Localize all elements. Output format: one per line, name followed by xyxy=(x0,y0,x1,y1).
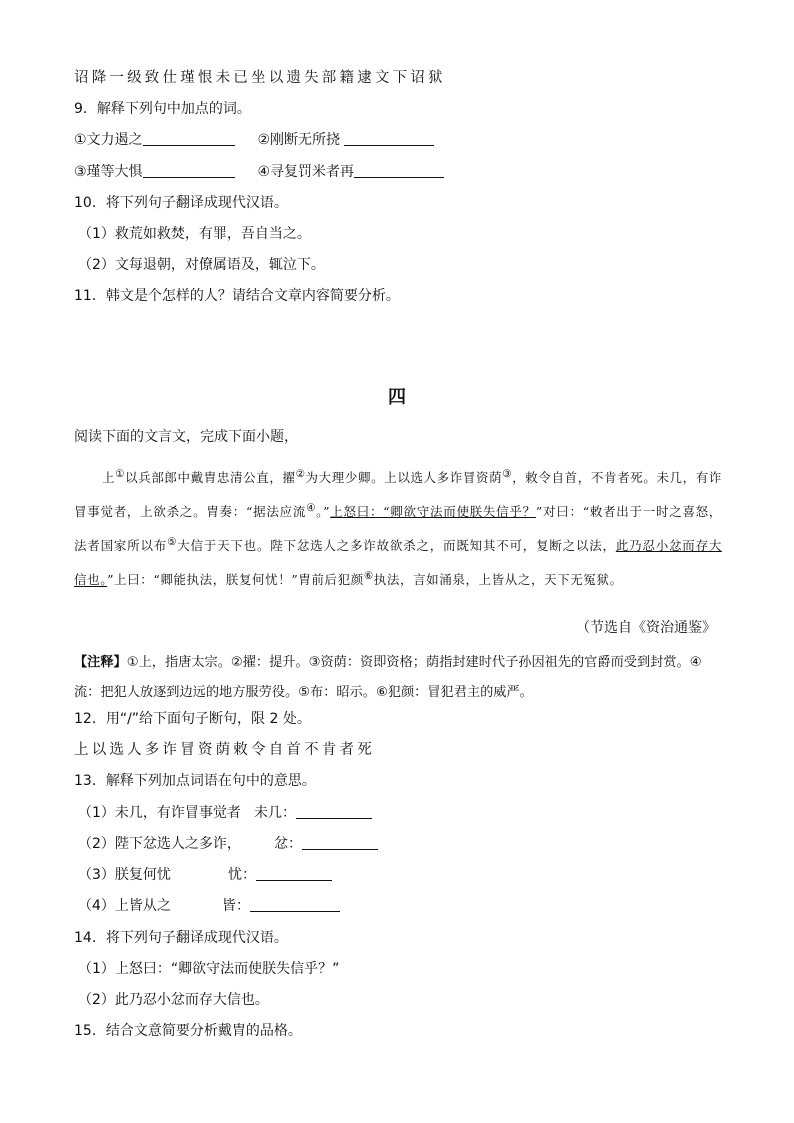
footnote-marker: ⑤ xyxy=(167,536,178,549)
q10-prompt: 10．将下列句子翻译成现代汉语。 xyxy=(74,195,288,211)
answer-blank[interactable] xyxy=(143,163,235,178)
q14-sentence-2: （2）此乃忍小忿而存大信也。 xyxy=(78,992,269,1008)
footnote-marker: ① xyxy=(115,468,126,480)
q13-item-2: （2）陛下忿选人之多诈， 忿： xyxy=(78,835,378,853)
q14-prompt: 14．将下列句子翻译成现代汉语。 xyxy=(74,930,288,946)
footnote-marker: ④ xyxy=(306,502,317,515)
answer-blank[interactable] xyxy=(302,835,378,850)
q13-item-3: （3）朕复何忧 忧： xyxy=(78,866,332,884)
answer-blank[interactable] xyxy=(143,131,235,146)
section-heading: 四 xyxy=(388,387,406,408)
answer-blank[interactable] xyxy=(256,866,332,881)
answer-blank[interactable] xyxy=(250,897,340,912)
footnote-marker: ③ xyxy=(502,468,513,480)
q14-sentence-1: （1）上怒曰：“卿欲守法而使朕失信乎？” xyxy=(78,961,340,977)
q9-item-3: ③瑾等大惧 xyxy=(74,164,143,180)
q9-item-4: ④寻复罚米者再 xyxy=(257,164,355,180)
notes-label: 【注释】 xyxy=(74,655,127,670)
underlined-sentence-2: 此乃忍小忿而存大信也。 xyxy=(74,538,722,588)
reading-intro: 阅读下面的文言文，完成下面小题， xyxy=(74,429,298,445)
q15-prompt: 15．结合文意简要分析戴胄的品格。 xyxy=(74,1023,302,1039)
q9-prompt: 9．解释下列句中加点的词。 xyxy=(74,101,251,117)
q10-sentence-1: （1）救荒如救焚，有罪，吾自当之。 xyxy=(78,226,311,242)
q12-sentence: 上以选人多诈冒资荫敕令自首不肯者死 xyxy=(74,742,375,758)
passage-source: （节选自《资治通鉴》 xyxy=(576,620,716,636)
annotation-notes xyxy=(74,648,724,708)
q11-prompt: 11．韩文是个怎样的人？请结合文章内容简要分析。 xyxy=(74,288,400,304)
q9-row-1 xyxy=(74,131,434,149)
footnote-marker: ② xyxy=(295,468,306,480)
answer-blank[interactable] xyxy=(296,804,372,819)
q13-item-1: （1）未几，有诈冒事觉者 未几： xyxy=(78,804,372,822)
answer-blank[interactable] xyxy=(344,131,434,146)
q9-item-2: ②刚断无所挠 xyxy=(257,132,341,148)
punctuation-exercise-line: 诏降一级致仕瑾恨未已坐以遗失部籍逮文下诏狱 xyxy=(74,70,446,86)
q9-row-2 xyxy=(74,163,444,181)
answer-blank[interactable] xyxy=(354,163,444,178)
q13-item-4: （4）上皆从之 皆： xyxy=(78,897,340,915)
q13-prompt: 13．解释下列加点词语在句中的意思。 xyxy=(74,773,316,789)
notes-text: ①上，指唐太宗。②擢：提升。③资荫：资即资格；荫指封建时代子孙因祖先的官爵而受到封赏。④流：把犯人放逐到边远的地方服劳役。⑤布：昭示。⑥犯颜：冒犯君主的威严。 xyxy=(74,655,702,700)
footnote-marker: ⑥ xyxy=(363,570,374,583)
q10-sentence-2: （2）文每退朝，对僚属语及，辄泣下。 xyxy=(78,257,325,273)
underlined-sentence-1: 上怒曰：“卿欲守法而使朕失信乎？ xyxy=(330,504,536,520)
q9-item-1: ①文力遏之 xyxy=(74,132,143,148)
q12-prompt: 12．用“/”给下面句子断句，限 2 处。 xyxy=(74,711,311,727)
classical-passage: 上①以兵部郎中戴胄忠清公直，擢②为大理少卿。上以选人多诈冒资荫③，敕令自首，不肯者死。未几，有诈冒事觉者，上欲杀之。胄奏：“据法应流④。”上怒曰：“卿欲守法而使朕失信乎？”对曰：“敕者出于一时之喜怒，法者国家所以布⑤大信于天下也。陛下忿选人之多诈故欲杀之，而既知其不可，复断之以法，此乃忍小忿而存大信也。”上曰：“卿能执法，朕复何忧！”胄前后犯颜⑥执法，言如涌泉，上皆从之，天下无冤狱。 xyxy=(74,468,723,588)
